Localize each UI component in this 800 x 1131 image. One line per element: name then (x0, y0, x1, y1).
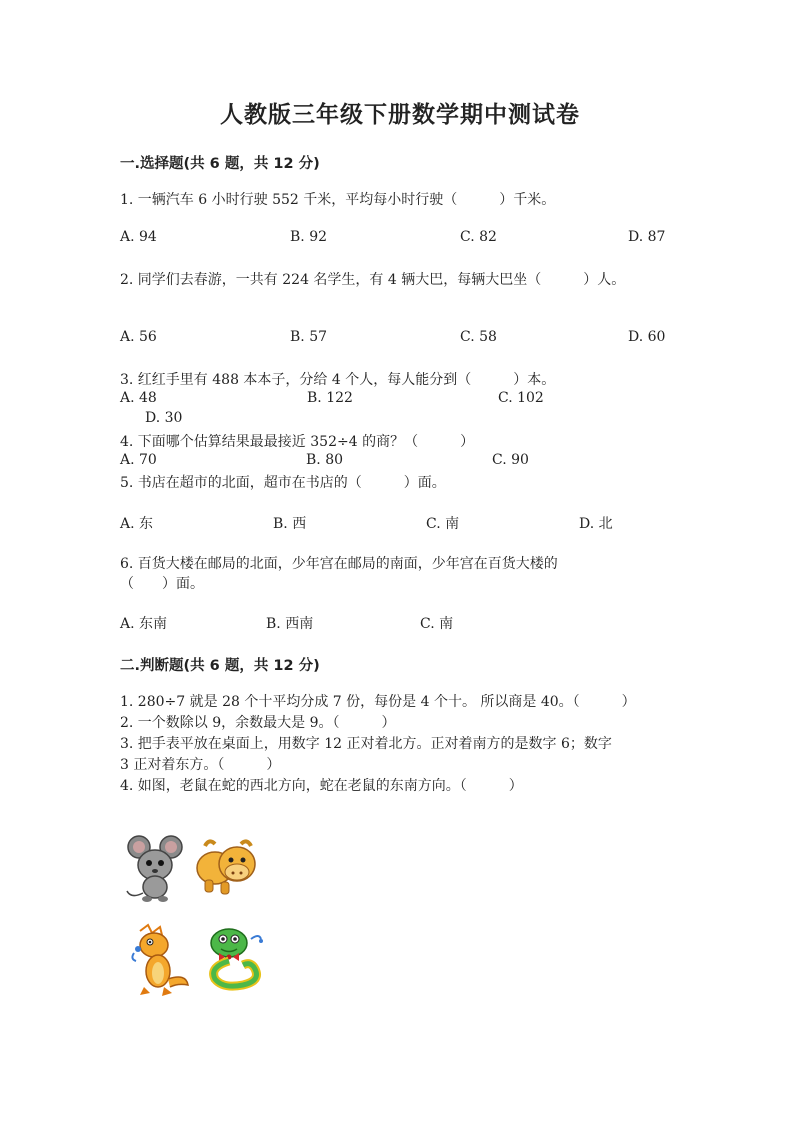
option-b: B. 122 (307, 390, 353, 406)
option-c: C. 南 (420, 616, 454, 632)
question-text: 1. 一辆汽车 6 小时行驶 552 千米，平均每小时行驶（ ）千米。 (120, 192, 556, 208)
option-a: A. 94 (120, 229, 157, 245)
question-text: 2. 同学们去春游，一共有 224 名学生，有 4 辆大巴，每辆大巴坐（ ）人。 (120, 272, 626, 288)
option-a: A. 东南 (120, 616, 168, 632)
page-title: 人教版三年级下册数学期中测试卷 (220, 102, 580, 128)
question-text: 6. 百货大楼在邮局的北面，少年宫在邮局的南面，少年宫在百货大楼的 (120, 556, 558, 572)
dragon-picture (130, 923, 192, 998)
option-a: A. 东 (120, 516, 154, 532)
judgement-item-continued: 3 正对着东方。（ ） (120, 757, 281, 773)
option-b: B. 57 (290, 329, 328, 345)
option-d: D. 30 (145, 410, 183, 426)
option-d: D. 北 (579, 516, 613, 532)
ox-picture (195, 838, 265, 898)
judgement-item: 4. 如图，老鼠在蛇的西北方向，蛇在老鼠的东南方向。（ ） (120, 778, 523, 794)
section-heading-judgement: 二.判断题(共 6 题，共 12 分) (120, 658, 320, 674)
question-text: 5. 书店在超市的北面，超市在书店的（ ）面。 (120, 475, 446, 491)
option-a: A. 56 (120, 329, 157, 345)
option-a: A. 48 (120, 390, 157, 406)
question-text: 3. 红红手里有 488 本本子，分给 4 个人，每人能分到（ ）本。 (120, 372, 556, 388)
option-c: C. 58 (460, 329, 497, 345)
option-c: C. 82 (460, 229, 497, 245)
mouse-picture (125, 833, 185, 903)
option-b: B. 92 (290, 229, 328, 245)
option-b: B. 西南 (266, 616, 314, 632)
option-b: B. 西 (273, 516, 307, 532)
option-b: B. 80 (306, 452, 344, 468)
question-text: 4. 下面哪个估算结果最最接近 352÷4 的商？（ ） (120, 434, 475, 450)
option-d: D. 87 (628, 229, 666, 245)
judgement-item: 3. 把手表平放在桌面上，用数字 12 正对着北方。正对着南方的是数字 6；数字 (120, 736, 612, 752)
question-text-continued: （ ）面。 (120, 576, 204, 592)
option-c: C. 南 (426, 516, 460, 532)
judgement-item: 1. 280÷7 就是 28 个十平均分成 7 份，每份是 4 个十。 所以商是 40。（ ） (120, 694, 636, 710)
option-c: C. 102 (498, 390, 544, 406)
section-heading-choice: 一.选择题(共 6 题，共 12 分) (120, 156, 320, 172)
option-d: D. 60 (628, 329, 666, 345)
judgement-item: 2. 一个数除以 9，余数最大是 9。（ ） (120, 715, 396, 731)
option-c: C. 90 (492, 452, 529, 468)
option-a: A. 70 (120, 452, 157, 468)
snake-picture (203, 925, 268, 993)
